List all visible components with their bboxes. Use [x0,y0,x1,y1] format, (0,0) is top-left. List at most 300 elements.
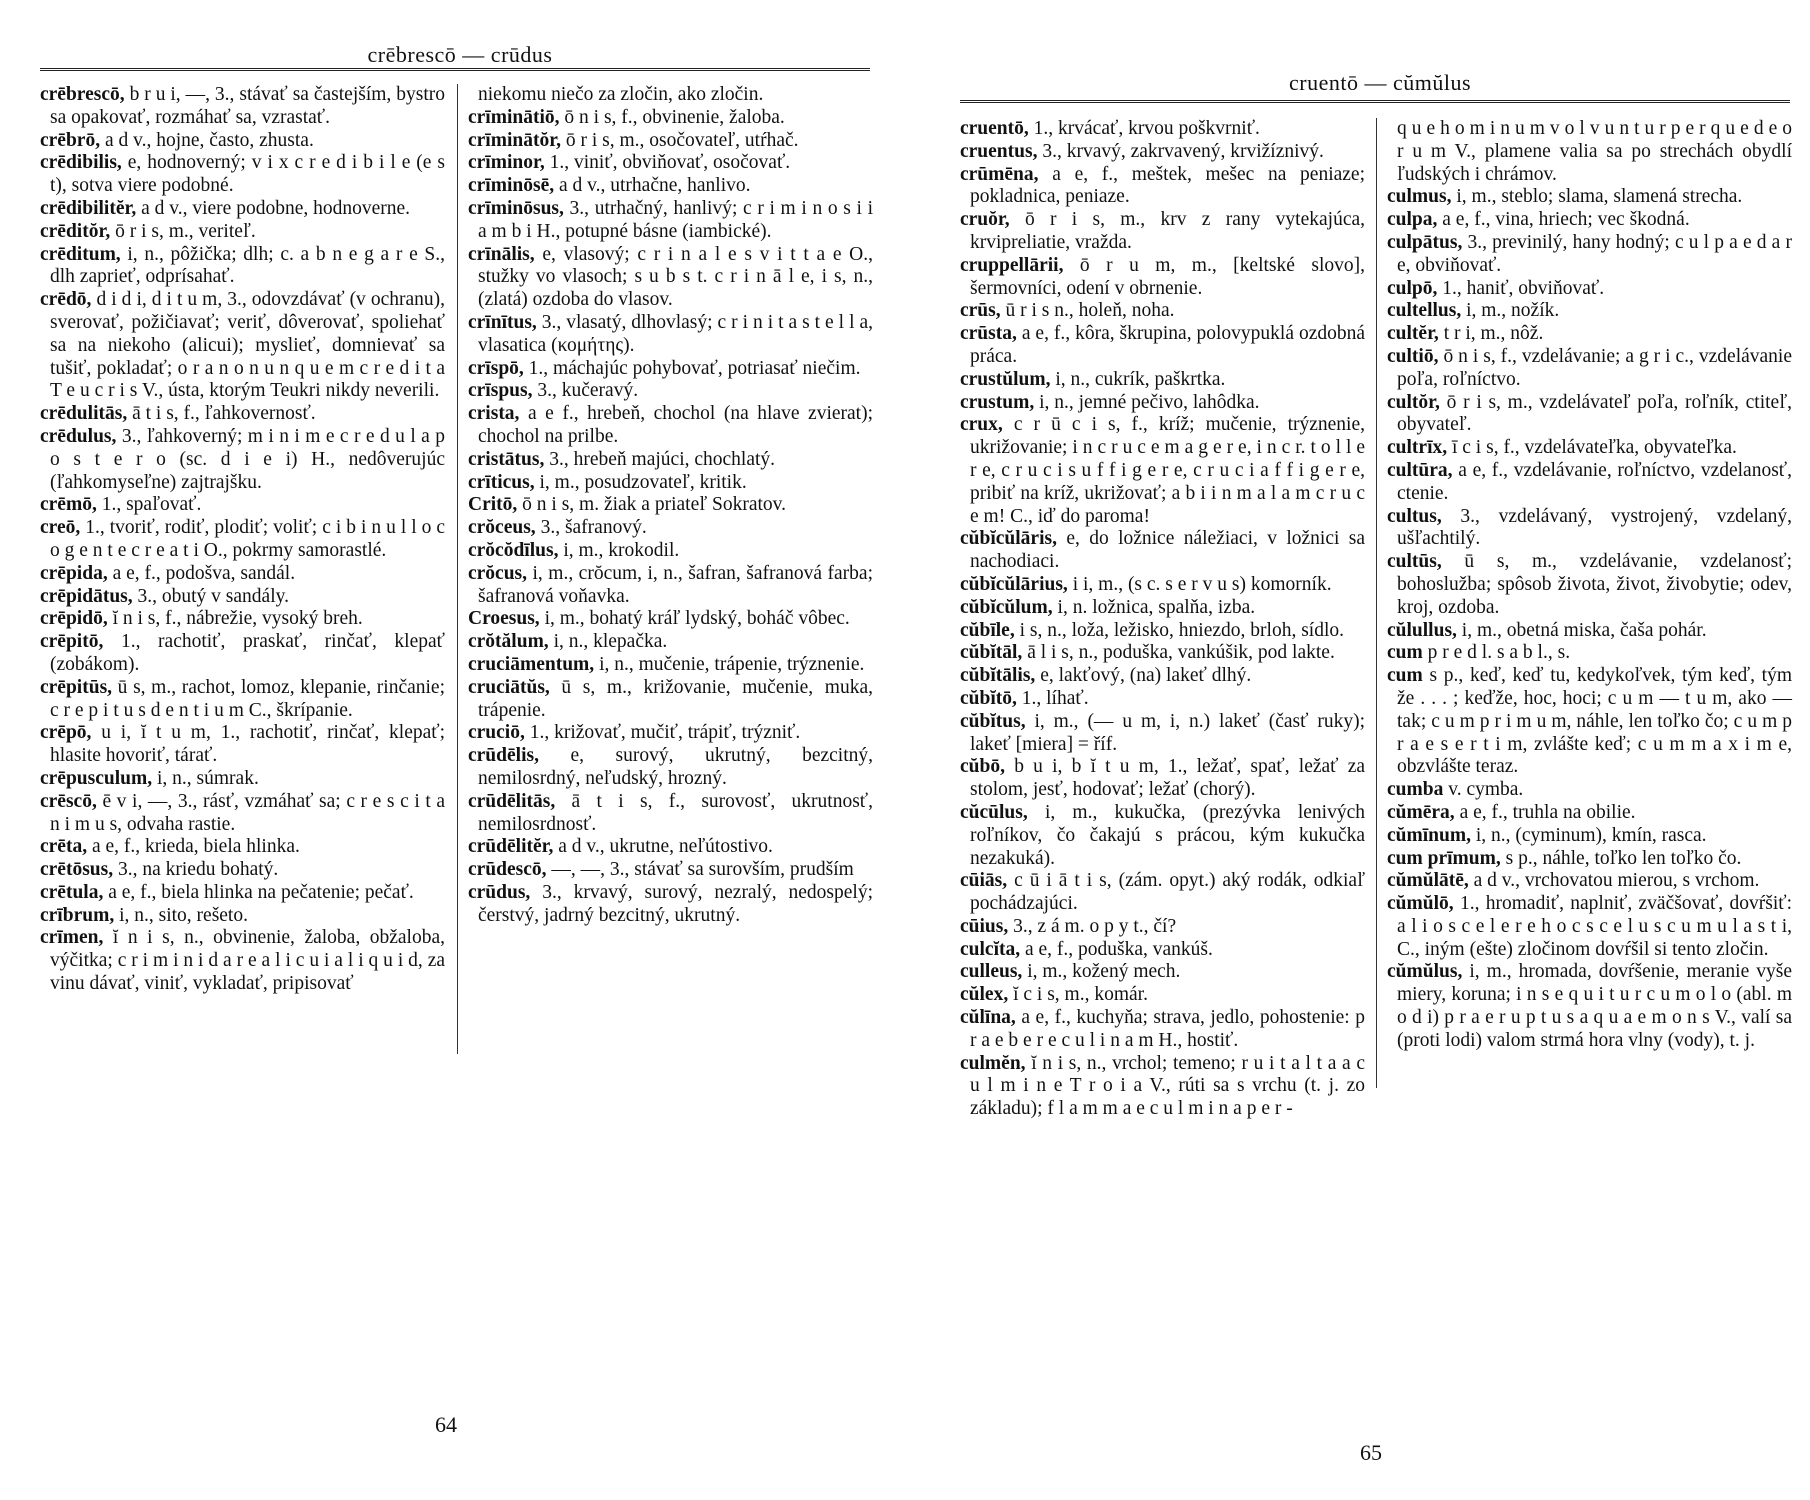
dictionary-entry [960,939,1365,962]
entry-definition: i, m., crŏcum, i, n., šafran, šafranová farba; šafranová voňavka. [478,562,873,607]
dictionary-entry [40,927,445,995]
entry-definition: ē v i, —, 3., rásť, vzmáhať sa; c r e s c i t a n i m u s, odvaha rastie. [50,790,445,835]
entry-definition: c ū i ā t i s, (zám. opyt.) aký rodák, odkiaľ pochádzajúci. [970,870,1365,915]
entry-headword: crŏcus, [468,562,528,584]
dictionary-entry [960,642,1365,665]
entry-definition: 1., máchajúc pohybovať, potriasať niečim. [528,357,861,379]
dictionary-entry [40,791,445,837]
entry-definition: ā t i s, f., ľahkovernosť. [132,403,316,425]
dictionary-entry [468,358,873,381]
entry-definition: a d v., hojne, často, zhusta. [104,129,314,151]
entry-definition: i, n., cukrík, paškrtka. [1055,368,1226,390]
dictionary-entry [468,517,873,540]
dictionary-entry [40,882,445,905]
entry-definition: i, m., kukučka, (prezývka lenivých roľníkov, čo čakajú s prácou, kým kukučka nezakuká). [970,801,1365,869]
entry-definition: i, m., nožík. [1466,300,1560,322]
dictionary-entry [40,426,445,494]
entry-definition: ō n i s, f., vzdelávanie; a g r i c., vzdelávanie poľa, roľníctvo. [1397,345,1792,390]
entry-headword: crēpusculum, [40,767,153,789]
entry-definition: e, surový, ukrutný, bezcitný, nemilosrdný, neľudský, hrozný. [478,745,874,789]
dictionary-entry [468,472,873,495]
entry-headword: crēpitō, [40,631,104,653]
dictionary-entry [960,984,1365,1007]
entry-headword: crēpida, [40,562,108,584]
entry-headword: cŭlīna, [960,1007,1016,1029]
dictionary-entry [960,688,1365,711]
dictionary-entry [468,836,873,859]
dictionary-entry [40,768,445,791]
dictionary-entry [960,528,1365,574]
dictionary-entry [1387,209,1792,232]
entry-headword: crīminōsē, [468,175,555,197]
entry-headword: crūs, [960,300,1001,322]
dictionary-entry [468,563,873,609]
left-column-1 [40,84,445,996]
dictionary-entry [1387,118,1792,186]
entry-headword: cultūra, [1387,459,1453,481]
entry-definition: ō n i s, m. žiak a priateľ Sokratov. [522,494,787,516]
entry-headword: cultĕr, [1387,323,1439,345]
dictionary-entry [1387,323,1792,346]
entry-headword: cruentus, [960,140,1038,162]
header-rule-left [40,68,870,75]
left-column-2 [468,84,873,927]
entry-headword: crētōsus, [40,859,114,881]
dictionary-entry [468,722,873,745]
entry-headword: crēta, [40,836,88,858]
entry-headword: crūmēna, [960,163,1039,185]
entry-definition: ĭ n i s, f., nábrežie, vysoký breh. [112,608,363,630]
entry-headword: cŭmŭlus, [1387,961,1463,983]
dictionary-entry [1387,825,1792,848]
dictionary-entry [1387,870,1792,893]
entry-headword: cruciāmentum, [468,653,595,675]
entry-definition: 3., kučeravý. [537,380,639,402]
dictionary-entry [960,209,1365,255]
dictionary-entry [1387,551,1792,619]
entry-headword: crēditum, [40,243,121,265]
dictionary-entry [960,620,1365,643]
entry-definition: ū s, m., rachot, lomoz, klepanie, rinčanie; c r e p i t u s d e n t i u m C., škrípanie. [50,676,445,721]
entry-headword: cultūs, [1387,551,1442,573]
column-divider-left [457,84,458,1054]
entry-definition: 1., hromadiť, naplniť, zväčšovať, dovŕšiť: a l i o s c e l e r e h o c s c e l u s c u m u l a s t i, C., iným (ešte) zločinom dovŕšil si tento zločin. [1397,893,1792,960]
entry-definition: i s, n., loža, ležisko, hniezdo, brloh, sídlo. [1019,619,1345,641]
entry-headword: crēpidō, [40,608,108,630]
dictionary-entry [1387,893,1792,961]
entry-definition: 3., vlasatý, dlhovlasý; c r i n i t a s t e l l a, vlasatica (κομήτης). [478,311,873,356]
page-number-right: 65 [1360,1440,1382,1465]
entry-definition: ā l i s, n., poduška, vankúšik, pod lakte. [1027,642,1335,664]
entry-headword: crūdēlis, [468,745,539,767]
entry-headword: crista, [468,403,520,425]
dictionary-entry [40,221,445,244]
entry-definition: i, m., steblo; slama, slamená strecha. [1456,186,1743,208]
entry-definition: i, n., mučenie, trápenie, trýznenie. [599,653,865,675]
entry-headword: creō, [40,517,81,539]
dictionary-entry [468,84,873,107]
entry-headword: crīnītus, [468,311,537,333]
entry-definition: i i, m., (s c. s e r v u s) komorník. [1072,573,1332,595]
dictionary-entry [1387,961,1792,1052]
dictionary-entry [1387,779,1792,802]
entry-definition: i, m., bohatý kráľ lydský, boháč vôbec. [544,608,850,630]
entry-definition: 3., krvavý, surový, nezralý, nedospelý; čerstvý, jadrný bezcitný, ukrutný. [478,881,874,926]
entry-definition: i, n. ložnica, spalňa, izba. [1057,596,1256,618]
dictionary-entry [468,882,873,928]
entry-headword: cŭmŭlō, [1387,893,1454,915]
dictionary-entry [468,244,873,312]
entry-definition: v. cymba. [1448,779,1524,801]
entry-definition: i, n., sito, rešeto. [119,904,248,926]
entry-headword: culpa, [1387,209,1438,231]
entry-definition: e, vlasový; c r i n a l e s v i t t a e O., stužky vo vlasoch; s u b s t. c r i n ā l e, i s, n., (zlatá) ozdoba do vlasov. [478,243,874,311]
entry-headword: crēditŏr, [40,220,111,242]
entry-definition: ō r i s, m., vzdelávateľ poľa, roľník, ctiteľ, obyvateľ. [1397,391,1792,436]
entry-definition: a e, f., meštek, mešec na peniaze; pokladnica, peniaze. [970,163,1366,208]
column-divider-right [1376,118,1377,1088]
entry-definition: a d v., ukrutne, neľútostivo. [558,836,773,858]
entry-definition: 1., haniť, obviňovať. [1442,277,1605,299]
entry-headword: crŏtălum, [468,631,549,653]
entry-definition: b r u i, —, 3., stávať sa častejším, bystro sa opakovať, rozmáhať sa, vzrastať. [50,84,445,128]
entry-headword: crīminōsus, [468,197,564,219]
entry-headword: cumba [1387,779,1444,801]
entry-headword: crūdēlitĕr, [468,836,554,858]
dictionary-entry [40,608,445,631]
entry-headword: crūdescō, [468,859,547,881]
entry-headword: crīminātŏr, [468,129,561,151]
dictionary-entry [40,859,445,882]
entry-headword: crēdibilitĕr, [40,197,137,219]
entry-headword: cultellus, [1387,300,1462,322]
dictionary-entry [40,152,445,198]
entry-definition: 1., viniť, obviňovať, osočovať. [549,152,791,174]
entry-definition: 1., líhať. [1021,687,1089,709]
dictionary-entry [1387,620,1792,643]
dictionary-entry [960,1007,1365,1053]
entry-definition: 3., vzdelávaný, vystrojený, vzdelaný, ušľachtilý. [1397,505,1793,550]
entry-headword: crīticus, [468,471,535,493]
entry-headword: cŭbō, [960,756,1005,778]
dictionary-entry [40,677,445,723]
entry-definition: 3., previnilý, hany hodný; c u l p a e d a r e, obviňovať. [1397,231,1792,276]
dictionary-entry [960,369,1365,392]
entry-definition: a e, f., vzdelávanie, roľníctvo, vzdelanosť, ctenie. [1397,459,1793,504]
entry-definition: i, m., krokodil. [563,539,680,561]
entry-headword: cŭbĭtus, [960,710,1026,732]
entry-definition: i, n., klepačka. [553,631,668,653]
entry-headword: crŏcŏdīlus, [468,539,559,561]
entry-definition: 1., križovať, mučiť, trápiť, trýzniť. [529,722,801,744]
dictionary-entry [960,870,1365,916]
dictionary-entry [1387,460,1792,506]
dictionary-entry [1387,278,1792,301]
dictionary-entry [960,1053,1365,1121]
dictionary-entry [960,597,1365,620]
entry-headword: cŭbĭtō, [960,687,1017,709]
dictionary-entry [960,916,1365,939]
entry-definition: ī c i s, f., vzdelávateľka, obyvateľka. [1451,437,1737,459]
entry-headword: crustŭlum, [960,368,1051,390]
entry-headword: cruppellārii, [960,254,1064,276]
entry-headword: crūdus, [468,881,531,903]
dictionary-entry [468,608,873,631]
entry-definition: e, do ložnice náležiaci, v ložnici sa nachodiaci. [970,528,1365,573]
entry-definition: a e, f., podošva, sandál. [112,562,296,584]
dictionary-entry [468,631,873,654]
entry-definition: t r i, m., nôž. [1443,323,1544,345]
entry-definition: s p., keď, keď tu, kedykoľvek, tým keď, tým že . . . ; keďže, hoc, hoci; c u m — t u m, ako — tak; c u m p r i m u m, náhle, len toľko čo; c u m p r a e s e r t i m, zvlášte keď; c u m m a x i m e, obzvlášte teraz. [1397,665,1792,778]
entry-definition: 1., spaľovať. [101,494,202,516]
entry-headword: culpō, [1387,277,1438,299]
dictionary-entry [40,289,445,403]
dictionary-entry [960,392,1365,415]
entry-definition: ū s, m., križovanie, mučenie, muka, trápenie. [478,676,873,721]
entry-definition: 3., hrebeň majúci, chochlatý. [549,448,776,470]
dictionary-entry [960,414,1365,528]
entry-headword: crēdibilis, [40,152,122,174]
entry-headword: crēdulus, [40,425,117,447]
entry-definition: ō n i s, f., obvinenie, žaloba. [564,106,785,128]
entry-definition: q u e h o m i n u m v o l v u n t u r p e r q u e d e o r u m V., plamene valia sa po strechách obydlí ľudských i chrámov. [1397,118,1792,185]
entry-definition: e, lakťový, (na) lakeť dlhý. [1040,665,1252,687]
entry-headword: crīspus, [468,380,533,402]
dictionary-entry [1387,232,1792,278]
right-column-2 [1387,118,1792,1053]
dictionary-entry [1387,437,1792,460]
entry-definition: a d v., vrchovatou mierou, s vrchom. [1473,870,1760,892]
entry-headword: cŭbĭcŭlārius, [960,573,1068,595]
dictionary-entry [468,494,873,517]
entry-headword: culcĭta, [960,938,1021,960]
entry-definition: niekomu niečo za zločin, ako zločin. [478,84,764,105]
entry-definition: i, m., posudzovateľ, kritik. [539,471,747,493]
dictionary-entry [468,745,873,791]
entry-headword: cūiās, [960,870,1008,892]
dictionary-entry [960,574,1365,597]
dictionary-entry [960,802,1365,870]
entry-headword: crēpidātus, [40,585,133,607]
entry-definition: 3., krvavý, zakrvavený, krvižíznivý. [1042,140,1324,162]
entry-definition: a e, f., kuchyňa; strava, jedlo, pohostenie: p r a e b e r e c u l i n a m H., hostiť. [970,1007,1366,1051]
entry-definition: 3., utrhačný, hanlivý; c r i m i n o s i i a m b i H., potupné básne (iambické). [478,197,873,242]
entry-headword: cŭbĭtāl, [960,642,1023,664]
entry-definition: i, m., hromada, dovŕšenie, meranie vyše miery, koruna; i n s e q u i t u r c u m o l o (abl. m o d i) p r a e r u p t u s a q u a e m o n s V., valí sa (proti lodi) valom strmá hora vlny (vody), t. j. [1397,961,1793,1051]
entry-definition: a e, f., poduška, vankúš. [1024,938,1213,960]
entry-definition: ō r i s, m., osočovateľ, utŕhač. [565,129,799,151]
dictionary-entry [40,494,445,517]
entry-definition: ĭ n i s, n., vrchol; temeno; r u i t a l t a a c u l m i n e T r o i a V., rúti sa s vrchu (t. j. zo základu); f l a m m a e c u l m i n a p e r - [970,1052,1365,1120]
entry-definition: a e f., hrebeň, chochol (na hlave zvierat); chochol na prilbe. [478,403,874,447]
running-head-left: crēbrescō — crūdus [367,42,553,67]
entry-headword: crux, [960,414,1003,436]
dictionary-entry [468,654,873,677]
entry-headword: crūsta, [960,323,1017,345]
entry-definition: 1., krvácať, krvou poškvrniť. [1033,118,1260,139]
dictionary-entry [960,756,1365,802]
entry-definition: —, —, 3., stávať sa surovším, prudším [551,859,854,881]
entry-headword: cruŏr, [960,209,1010,231]
dictionary-entry [960,255,1365,301]
entry-definition: a d v., viere podobne, hodnoverne. [141,197,411,219]
dictionary-entry [960,118,1365,141]
dictionary-entry [1387,642,1792,665]
entry-headword: Croesus, [468,608,540,630]
entry-headword: crībrum, [40,904,115,926]
entry-definition: d i d i, d i t u m, 3., odovzdávať (v ochranu), sverovať, požičiavať; veriť, dôverovať, spoliehať sa na niekoho (alicui); myslieť, domnievať sa tušiť, pokladať; o r a n o n u n q u e m c r e d i t a T e u c r i s V., ústa, ktorým Teukri nikdy neverili. [50,289,446,402]
entry-headword: cultrīx, [1387,437,1448,459]
dictionary-entry [960,711,1365,757]
entry-definition: 3., šafranový. [540,517,647,539]
dictionary-entry [1387,392,1792,438]
dictionary-entry [40,563,445,586]
entry-headword: crētula, [40,881,104,903]
right-column-1 [960,118,1365,1121]
entry-definition: i, n., súmrak. [157,767,259,789]
entry-headword: crīmen, [40,927,104,949]
entry-headword: cŭcūlus, [960,801,1028,823]
entry-headword: cultiō, [1387,345,1439,367]
running-head-right: cruentō — cŭmŭlus [1288,70,1472,95]
dictionary-entry [960,141,1365,164]
entry-headword: Critō, [468,494,518,516]
dictionary-entry [960,665,1365,688]
entry-headword: culmus, [1387,186,1452,208]
entry-definition: ā t i s, f., surovosť, ukrutnosť, nemilosrdnosť. [478,790,874,835]
entry-headword: cŭlullus, [1387,619,1457,641]
entry-definition: s p., náhle, toľko len toľko čo. [1505,847,1742,869]
dictionary-entry [40,905,445,928]
entry-headword: crēmō, [40,494,97,516]
dictionary-entry [960,300,1365,323]
dictionary-entry [1387,300,1792,323]
entry-headword: crīminātiō, [468,106,560,128]
dictionary-entry [1387,802,1792,825]
dictionary-entry [960,961,1365,984]
dictionary-entry [468,198,873,244]
entry-definition: a e, f., vina, hriech; vec škodná. [1442,209,1690,231]
entry-definition: ū r i s n., holeň, noha. [1005,300,1175,322]
dictionary-entry [40,586,445,609]
entry-definition: p r e d l. s a b l., s. [1427,642,1571,664]
entry-definition: i, m., kožený mech. [1027,961,1181,983]
entry-headword: cŭmēra, [1387,801,1455,823]
entry-headword: crīminor, [468,152,545,174]
entry-definition: u i, ĭ t u m, 1., rachotiť, rinčať, klepať; hlasite hovoriť, tárať. [50,722,446,767]
entry-headword: crēpitūs, [40,676,113,698]
entry-definition: b u i, b ĭ t u m, 1., ležať, spať, ležať za stolom, jesť, hodovať; ležať (chorý). [970,756,1366,801]
entry-headword: cum [1387,642,1423,664]
entry-headword: cruciō, [468,722,525,744]
entry-headword: crēdō, [40,289,92,311]
entry-definition: ĭ c i s, m., komár. [1013,984,1148,1006]
entry-headword: cultus, [1387,505,1442,527]
entry-headword: culmĕn, [960,1052,1026,1074]
entry-definition: 1., tvoriť, rodiť, plodiť; voliť; c i b i n u l l o c o g e n t e c r e a t i O., pokrmy samorastlé. [50,517,445,561]
dictionary-entry [1387,848,1792,871]
dictionary-entry [40,403,445,426]
entry-headword: cŭmŭlātē, [1387,870,1469,892]
entry-headword: crīnālis, [468,243,535,265]
dictionary-entry [468,107,873,130]
dictionary-entry [468,130,873,153]
dictionary-entry [40,244,445,290]
entry-headword: cŭmīnum, [1387,824,1471,846]
header-rule-right [960,100,1790,107]
page-number-left: 64 [435,1412,457,1437]
entry-definition: ō r i s, m., krv z rany vytekajúca, krvipreliatie, vražda. [970,209,1365,253]
entry-definition: 3., obutý v sandály. [137,585,289,607]
entry-headword: crūdēlitās, [468,790,556,812]
dictionary-entry [468,540,873,563]
entry-definition: a e, f., truhla na obilie. [1459,801,1636,823]
dictionary-entry [40,517,445,563]
dictionary-entry [40,84,445,130]
entry-headword: cūius, [960,915,1009,937]
dictionary-entry [468,152,873,175]
entry-headword: cristātus, [468,448,545,470]
entry-headword: cruentō, [960,118,1029,139]
entry-definition: a e, f., kôra, škrupina, polovypuklá ozdobná práca. [970,323,1365,367]
entry-headword: cum [1387,665,1423,687]
dictionary-entry [1387,506,1792,552]
entry-definition: a e, f., krieda, biela hlinka. [91,836,300,858]
entry-definition: i, n., jemné pečivo, lahôdka. [1039,391,1260,413]
entry-definition: i, m., obetná miska, čaša pohár. [1461,619,1707,641]
entry-definition: 3., na kriedu bohatý. [117,859,279,881]
entry-definition: ū s, m., vzdelávanie, vzdelanosť; bohoslužba; spôsob života, život, živobytie; odev, kroj, ozdoba. [1397,551,1792,618]
dictionary-entry [1387,665,1792,779]
entry-definition: ō r u m, m., [keltské slovo], šermovníci, odení v obrnenie. [970,254,1366,299]
entry-headword: crīspō, [468,357,524,379]
entry-headword: cŭlex, [960,984,1009,1006]
entry-headword: cŭbīle, [960,619,1015,641]
entry-headword: crēdulitās, [40,403,128,425]
entry-headword: crŏceus, [468,517,536,539]
entry-definition: ĭ n i s, n., obvinenie, žaloba, obžaloba, výčitka; c r i m i n i d a r e a l i c u i a l i q u i d, za vinu dávať, viniť, vykladať, pripisovať [50,927,446,995]
dictionary-entry [40,722,445,768]
entry-headword: cŭbĭtālis, [960,665,1036,687]
dictionary-entry [40,198,445,221]
dictionary-entry [468,403,873,449]
entry-headword: crēbrō, [40,129,101,151]
dictionary-entry [1387,186,1792,209]
entry-definition: a e, f., biela hlinka na pečatenie; pečať. [108,881,414,903]
entry-definition: 3., ľahkoverný; m i n i m e c r e d u l a p o s t e r o (sc. d i e i) H., nedôverujúc (ľahkomyseľne) zajtrajšku. [50,425,445,493]
dictionary-entry [468,312,873,358]
entry-definition: e, hodnoverný; v i x c r e d i b i l e (e s t), sotva viere podobné. [50,152,445,197]
entry-definition: i, n., pôžička; dlh; c. a b n e g a r e S., dlh zaprieť, odprísahať. [50,243,446,288]
entry-headword: crēbrescō, [40,84,125,105]
entry-headword: cŭbĭcŭlāris, [960,528,1057,550]
entry-headword: cultŏr, [1387,391,1440,413]
entry-headword: cruciātŭs, [468,676,550,698]
entry-headword: cum prīmum, [1387,847,1501,869]
entry-definition: a d v., utrhačne, hanlivo. [558,175,751,197]
entry-headword: culleus, [960,961,1023,983]
entry-headword: cŭbĭcŭlum, [960,596,1053,618]
dictionary-entry [468,449,873,472]
dictionary-entry [468,859,873,882]
right-page [905,0,1810,1500]
dictionary-entry [960,164,1365,210]
entry-definition: 3., z á m. o p y t., čí? [1013,915,1177,937]
entry-headword: crēscō, [40,790,97,812]
dictionary-entry [1387,346,1792,392]
entry-headword: crēpō, [40,722,92,744]
entry-definition: 1., rachotiť, praskať, rinčať, klepať (zobákom). [50,631,445,675]
